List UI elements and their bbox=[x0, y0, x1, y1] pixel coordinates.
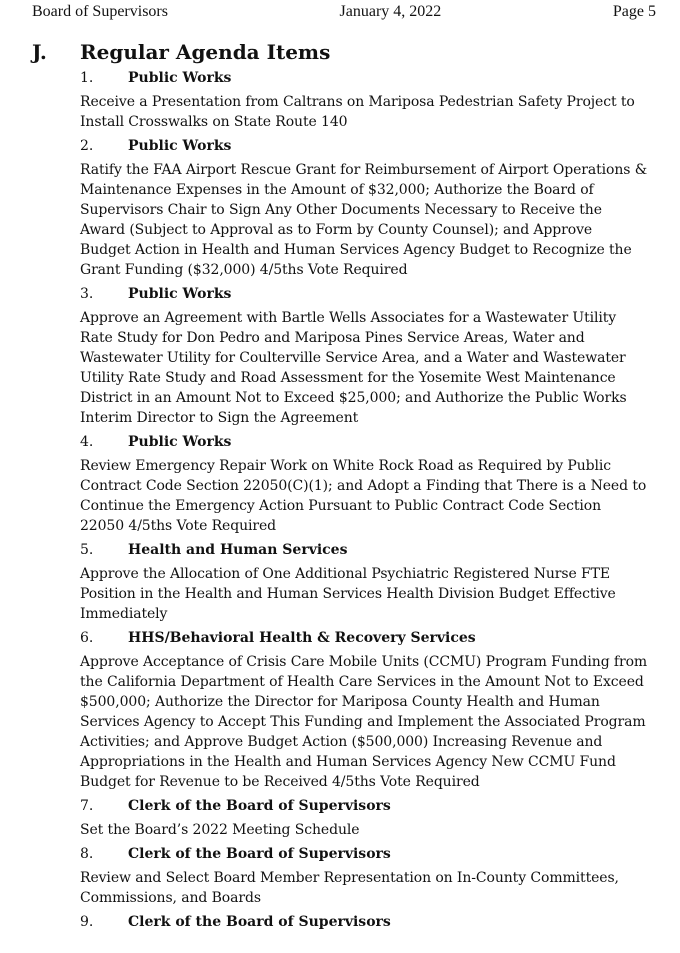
agenda-item bbox=[80, 136, 664, 280]
agenda-item-heading bbox=[80, 136, 664, 156]
agenda-item bbox=[80, 628, 664, 792]
header-board-name: Board of Supervisors bbox=[32, 3, 168, 20]
agenda-item-department: Health and Human Services bbox=[128, 542, 348, 558]
description-line: Commissions, and Boards bbox=[80, 890, 261, 906]
header-date: January 4, 2022 bbox=[339, 3, 442, 20]
agenda-item-department: HHS/Behavioral Health & Recovery Services bbox=[128, 630, 476, 646]
description-line: Supervisors Chair to Sign Any Other Documents Necessary to Receive the bbox=[80, 202, 602, 218]
agenda-item-heading bbox=[80, 844, 664, 864]
description-line: Approve the Allocation of One Additional Psychiatric Registered Nurse FTE bbox=[80, 566, 610, 582]
agenda-item-description bbox=[80, 308, 664, 428]
agenda-item-heading bbox=[80, 284, 664, 304]
agenda-item-description bbox=[80, 868, 664, 908]
agenda-item-number: 7. bbox=[80, 798, 94, 814]
description-line: Receive a Presentation from Caltrans on Mariposa Pedestrian Safety Project to bbox=[80, 94, 635, 110]
agenda-item-number: 6. bbox=[80, 630, 94, 646]
agenda-item-department: Public Works bbox=[128, 70, 232, 86]
agenda-item-description bbox=[80, 820, 664, 840]
description-line: Review and Select Board Member Representation on In-County Committees, bbox=[80, 870, 619, 886]
agenda-item-description bbox=[80, 564, 664, 624]
agenda-item-department: Public Works bbox=[128, 434, 232, 450]
agenda-item-number: 2. bbox=[80, 138, 94, 154]
description-line: Utility Rate Study and Road Assessment for the Yosemite West Maintenance bbox=[80, 370, 616, 386]
agenda-item-number: 9. bbox=[80, 914, 94, 930]
description-line: Maintenance Expenses in the Amount of $32,000; Authorize the Board of bbox=[80, 182, 594, 198]
section-heading bbox=[32, 40, 664, 64]
description-line: District in an Amount Not to Exceed $25,000; and Authorize the Public Works bbox=[80, 390, 627, 406]
agenda-item-number: 8. bbox=[80, 846, 94, 862]
description-line: Immediately bbox=[80, 606, 168, 622]
description-line: Appropriations in the Health and Human Services Agency New CCMU Fund bbox=[80, 754, 616, 770]
description-line: Set the Board’s 2022 Meeting Schedule bbox=[80, 822, 360, 838]
agenda-item-department: Clerk of the Board of Supervisors bbox=[128, 914, 391, 930]
agenda-item-number: 4. bbox=[80, 434, 94, 450]
agenda-item bbox=[80, 68, 664, 132]
description-line: Contract Code Section 22050(C)(1); and Adopt a Finding that There is a Need to bbox=[80, 478, 647, 494]
agenda-item-department: Clerk of the Board of Supervisors bbox=[128, 798, 391, 814]
agenda-item bbox=[80, 284, 664, 428]
agenda-item-heading bbox=[80, 68, 664, 88]
description-line: Install Crosswalks on State Route 140 bbox=[80, 114, 348, 130]
section-title: Regular Agenda Items bbox=[80, 40, 331, 64]
agenda-item-description bbox=[80, 92, 664, 132]
description-line: Approve an Agreement with Bartle Wells Associates for a Wastewater Utility bbox=[80, 310, 617, 326]
description-line: Wastewater Utility for Coulterville Service Area, and a Water and Wastewater bbox=[80, 350, 626, 366]
description-line: Ratify the FAA Airport Rescue Grant for Reimbursement of Airport Operations & bbox=[80, 162, 648, 178]
agenda-item-description bbox=[80, 652, 664, 792]
description-line: $500,000; Authorize the Director for Mariposa County Health and Human bbox=[80, 694, 600, 710]
agenda-item-description bbox=[80, 160, 664, 280]
header-page-number: Page 5 bbox=[612, 3, 656, 20]
description-line: Interim Director to Sign the Agreement bbox=[80, 410, 359, 426]
agenda-item bbox=[80, 844, 664, 908]
description-line: Award (Subject to Approval as to Form by County Counsel); and Approve bbox=[80, 222, 593, 238]
agenda-item-number: 1. bbox=[80, 70, 94, 86]
agenda-item bbox=[80, 796, 664, 840]
agenda-item-heading bbox=[80, 796, 664, 816]
description-line: 22050 4/5ths Vote Required bbox=[80, 518, 277, 534]
description-line: Position in the Health and Human Services Health Division Budget Effective bbox=[80, 586, 616, 602]
agenda-item-description bbox=[80, 456, 664, 536]
agenda-item-department: Public Works bbox=[128, 286, 232, 302]
agenda-item-heading bbox=[80, 540, 664, 560]
page-header bbox=[32, 3, 656, 21]
agenda-item-number: 3. bbox=[80, 286, 94, 302]
agenda-item-heading bbox=[80, 628, 664, 648]
agenda-item bbox=[80, 432, 664, 536]
agenda-item bbox=[80, 540, 664, 624]
description-line: the California Department of Health Care Services in the Amount Not to Exceed bbox=[80, 674, 644, 690]
description-line: Continue the Emergency Action Pursuant to Public Contract Code Section bbox=[80, 498, 602, 514]
section-letter: J. bbox=[32, 40, 47, 64]
description-line: Services Agency to Accept This Funding and Implement the Associated Program bbox=[80, 714, 646, 730]
agenda-item-heading bbox=[80, 432, 664, 452]
agenda-item bbox=[80, 912, 664, 932]
description-line: Activities; and Approve Budget Action ($500,000) Increasing Revenue and bbox=[80, 734, 603, 750]
description-line: Rate Study for Don Pedro and Mariposa Pines Service Areas, Water and bbox=[80, 330, 585, 346]
description-line: Budget Action in Health and Human Services Agency Budget to Recognize the bbox=[80, 242, 632, 258]
agenda-item-department: Public Works bbox=[128, 138, 232, 154]
description-line: Grant Funding ($32,000) 4/5ths Vote Required bbox=[80, 262, 408, 278]
description-line: Approve Acceptance of Crisis Care Mobile Units (CCMU) Program Funding from bbox=[80, 654, 648, 670]
agenda-item-department: Clerk of the Board of Supervisors bbox=[128, 846, 391, 862]
description-line: Review Emergency Repair Work on White Rock Road as Required by Public bbox=[80, 458, 612, 474]
regular-agenda-section bbox=[32, 40, 664, 932]
agenda-item-list bbox=[80, 68, 664, 932]
agenda-item-heading bbox=[80, 912, 664, 932]
description-line: Budget for Revenue to be Received 4/5ths Vote Required bbox=[80, 774, 480, 790]
agenda-item-number: 5. bbox=[80, 542, 94, 558]
